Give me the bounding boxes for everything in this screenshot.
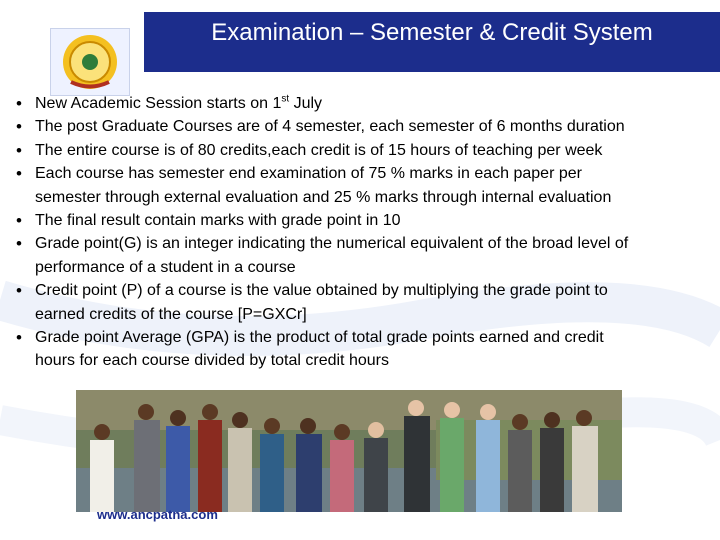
bullet-list (10, 92, 718, 373)
bullet-item (10, 279, 718, 326)
bullet-text: New Academic Session starts on 1 (35, 95, 282, 112)
bullet-text: Grade point(G) is an integer indicating the numerical equivalent of the broad level of (35, 235, 629, 253)
bullet-item (10, 209, 718, 232)
bullet-text: earned credits of the course [P=GXCr] (35, 305, 307, 323)
bullet-icon: • (16, 281, 22, 301)
bullet-item (10, 115, 718, 138)
ordinal-suffix: st (281, 93, 290, 105)
bullet-text: Grade point Average (GPA) is the product of total grade points earned and credit (35, 329, 604, 347)
bullet-text-tail: July (289, 95, 323, 112)
bullet-text: performance of a student in a course (35, 258, 296, 276)
bullet-text: The entire course is of 80 credits,each credit is of 15 hours of teaching per week (35, 141, 603, 159)
bullet-icon: • (16, 211, 22, 231)
group-photo (76, 390, 622, 512)
bullet-text: The final result contain marks with grade point in 10 (35, 212, 401, 230)
bullet-icon: • (16, 328, 22, 348)
college-emblem-icon (50, 28, 130, 96)
bullet-icon: • (16, 117, 22, 137)
bullet-icon: • (16, 234, 22, 254)
bullet-item (10, 326, 718, 373)
bullet-icon: • (16, 94, 22, 113)
bullet-text: hours for each course divided by total credit hours (35, 352, 389, 370)
website-link[interactable]: www.ancpatna.com (97, 507, 218, 522)
bullet-icon: • (16, 164, 22, 184)
bullet-item (10, 92, 718, 115)
slide-title: Examination – Semester & Credit System (211, 19, 653, 46)
bullet-text: Credit point (P) of a course is the value obtained by multiplying the grade point to (35, 282, 608, 300)
bullet-text: Each course has semester end examination of 75 % marks in each paper per (35, 165, 582, 183)
bullet-item (10, 162, 718, 209)
bullet-item (10, 139, 718, 162)
bullet-text: The post Graduate Courses are of 4 semester, each semester of 6 months duration (35, 118, 625, 136)
bullet-text: semester through external evaluation and 25 % marks through internal evaluation (35, 188, 612, 206)
bullet-icon: • (16, 140, 22, 160)
bullet-item (10, 232, 718, 279)
